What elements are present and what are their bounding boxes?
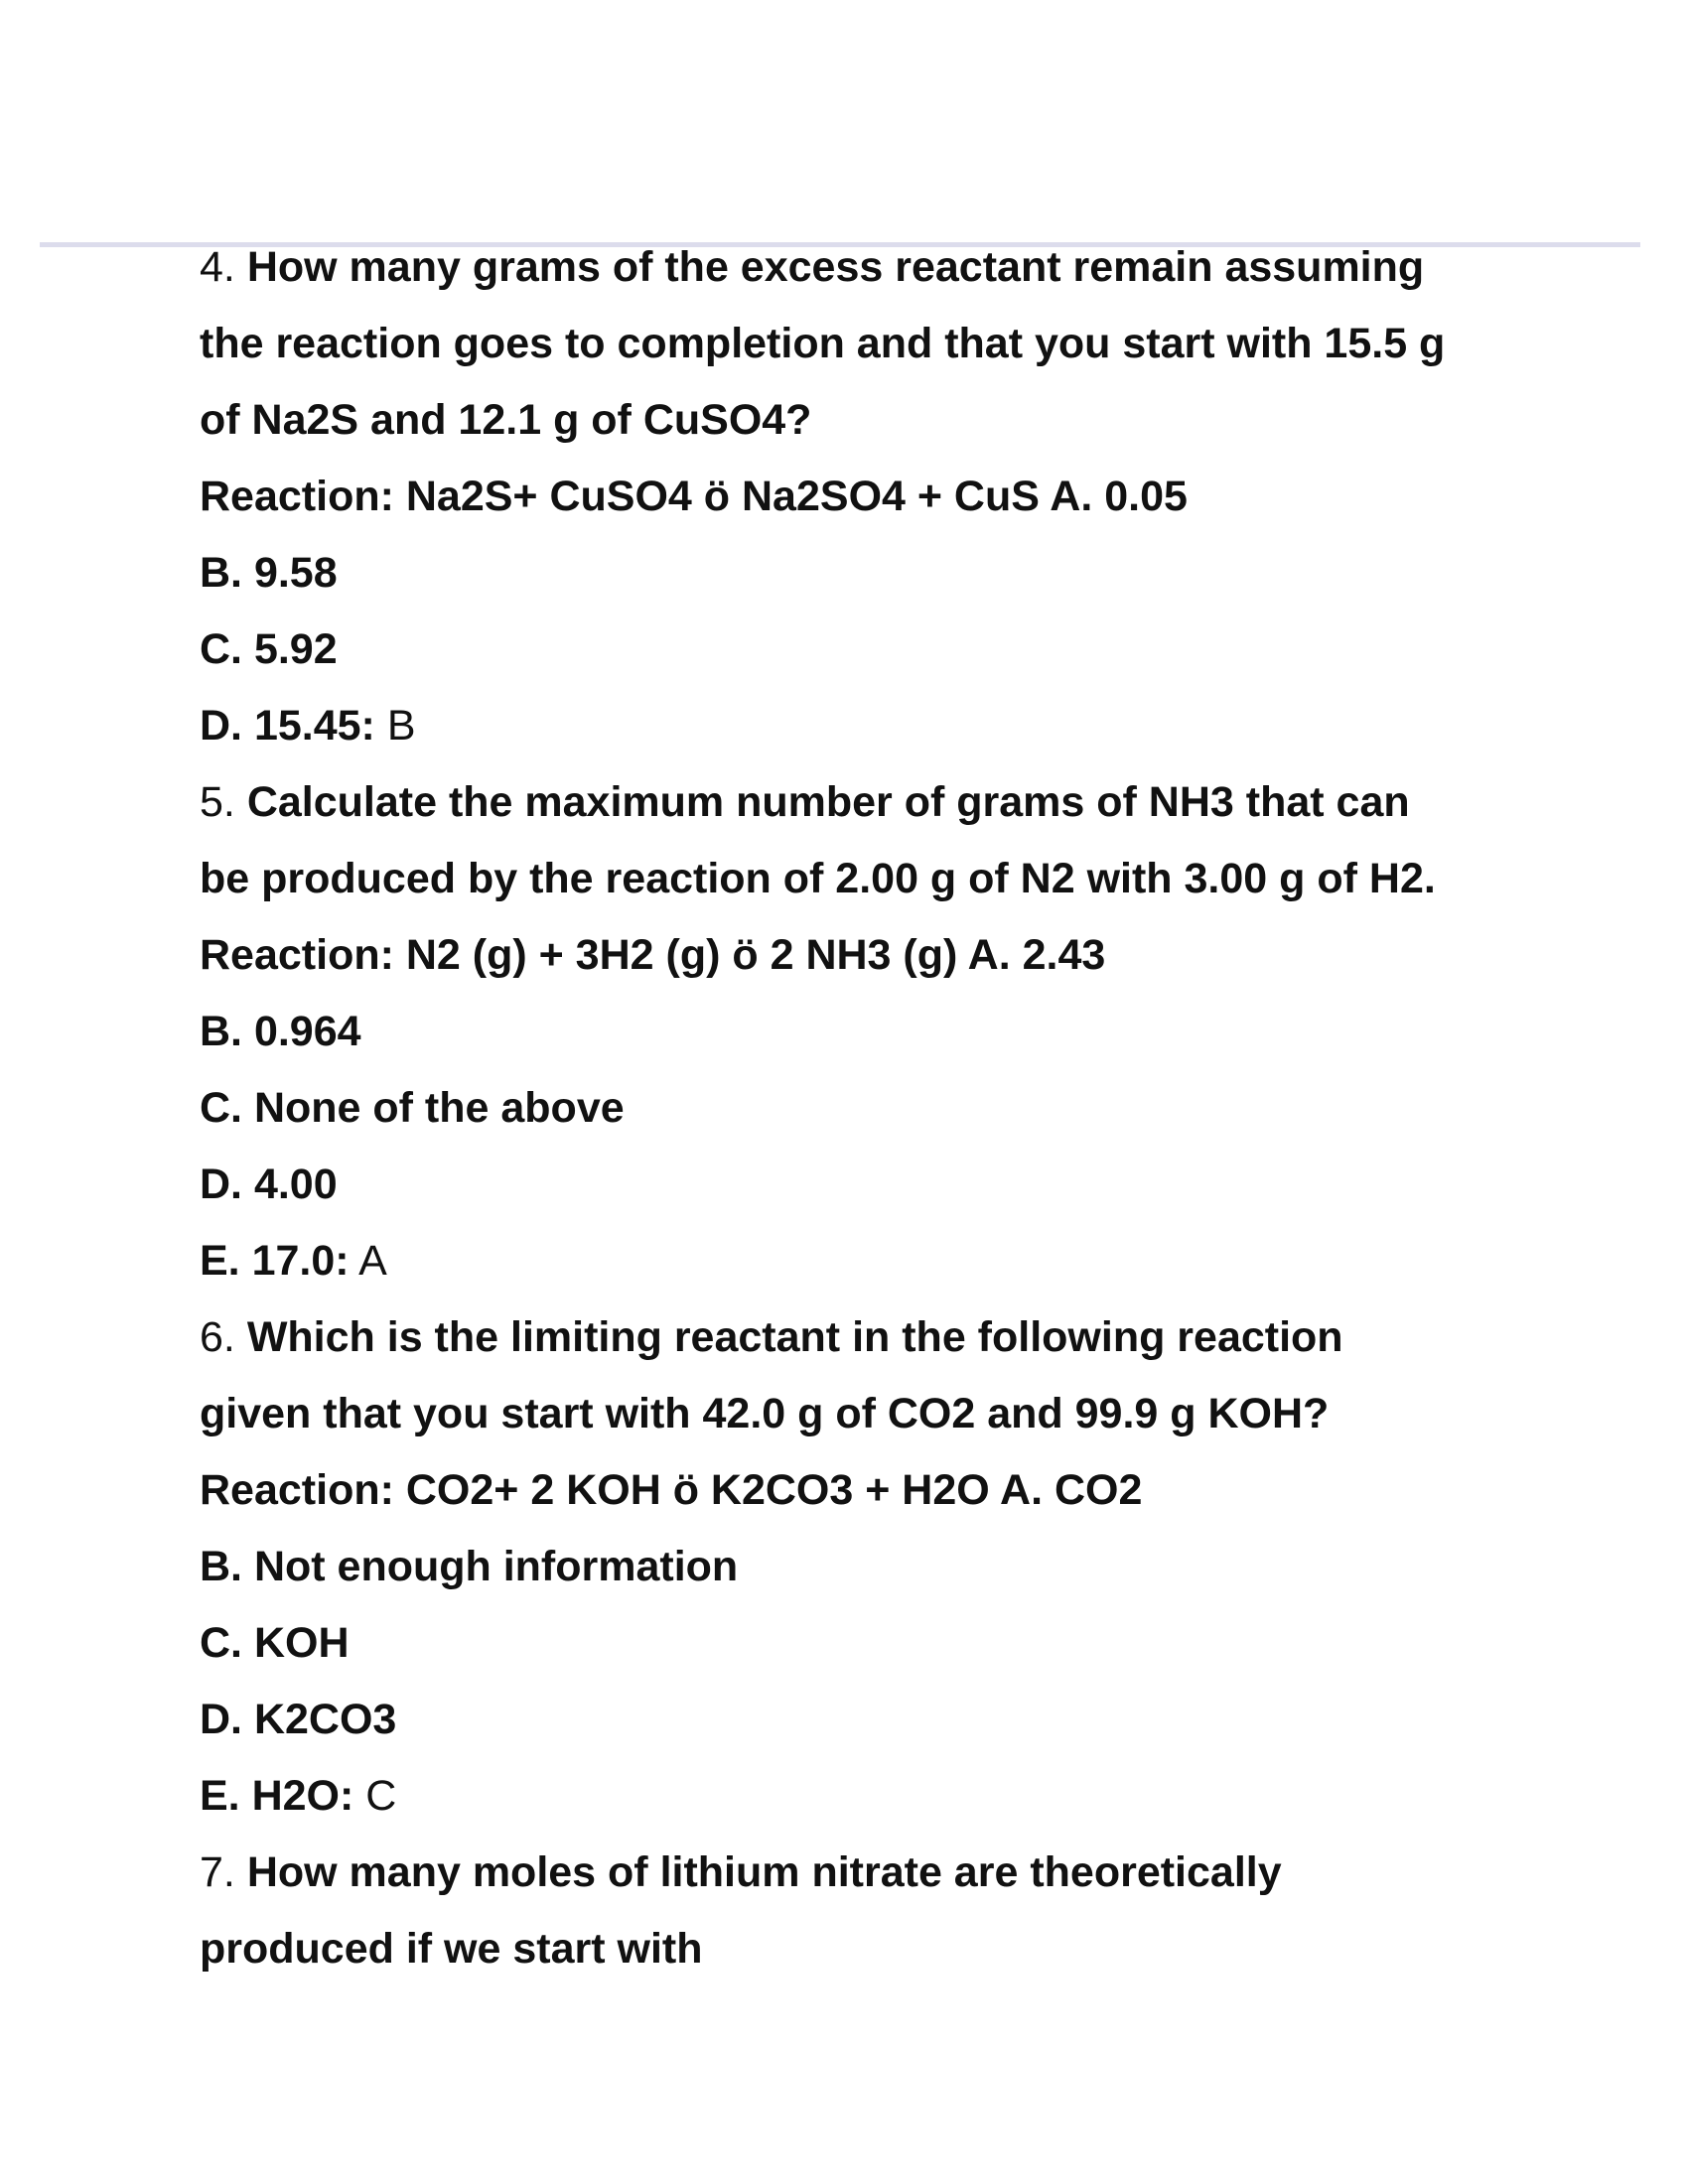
question-7-line-2: produced if we start with (200, 1925, 703, 1973)
question-4-line-2: the reaction goes to completion and that you start with 15.5 g (200, 320, 1446, 367)
question-5-option-e (200, 1230, 1510, 1306)
question-4-line-1 (200, 236, 1510, 313)
option-label: E. H2O: (200, 1772, 354, 1820)
question-number: 5. (200, 778, 235, 826)
question-4-line-3: of Na2S and 12.1 g of CuSO4? (200, 396, 812, 444)
question-5-line-1 (200, 771, 1510, 848)
question-4-option-d (200, 695, 1510, 771)
question-text: How many moles of lithium nitrate are theoretically (246, 1848, 1282, 1896)
question-6-option-d: D. K2CO3 (200, 1696, 397, 1743)
question-6-option-c: C. KOH (200, 1619, 350, 1667)
question-text: Calculate the maximum number of grams of NH3 that can (246, 778, 1410, 826)
answer-value: C (365, 1772, 397, 1820)
answer-value: A (358, 1237, 387, 1285)
question-6-line-2: given that you start with 42.0 g of CO2 and 99.9 g KOH? (200, 1390, 1330, 1437)
question-number: 4. (200, 243, 235, 291)
document-body (200, 236, 1510, 1994)
question-4-reaction: Reaction: Na2S+ CuSO4 ö Na2SO4 + CuS A. 0.05 (200, 473, 1188, 520)
question-4-option-c: C. 5.92 (200, 625, 338, 673)
question-5-line-2: be produced by the reaction of 2.00 g of N2 with 3.00 g of H2. (200, 855, 1436, 902)
question-4-option-b: B. 9.58 (200, 549, 338, 597)
question-5-option-c: C. None of the above (200, 1084, 625, 1132)
question-6-reaction: Reaction: CO2+ 2 KOH ö K2CO3 + H2O A. CO2 (200, 1466, 1143, 1514)
question-text: Which is the limiting reactant in the following reaction (246, 1313, 1343, 1361)
answer-value: B (386, 702, 416, 750)
question-text: How many grams of the excess reactant remain assuming (246, 243, 1425, 291)
question-5-option-d: D. 4.00 (200, 1160, 338, 1208)
option-label: D. 15.45: (200, 702, 375, 750)
question-6-option-b: B. Not enough information (200, 1543, 739, 1590)
question-5-reaction: Reaction: N2 (g) + 3H2 (g) ö 2 NH3 (g) A. 2.43 (200, 931, 1106, 979)
question-number: 6. (200, 1313, 235, 1361)
question-6-line-1 (200, 1306, 1510, 1383)
question-5-option-b: B. 0.964 (200, 1008, 361, 1055)
option-label: E. 17.0: (200, 1237, 350, 1285)
question-number: 7. (200, 1848, 235, 1896)
question-6-option-e (200, 1765, 1510, 1842)
question-7-line-1 (200, 1842, 1510, 1918)
